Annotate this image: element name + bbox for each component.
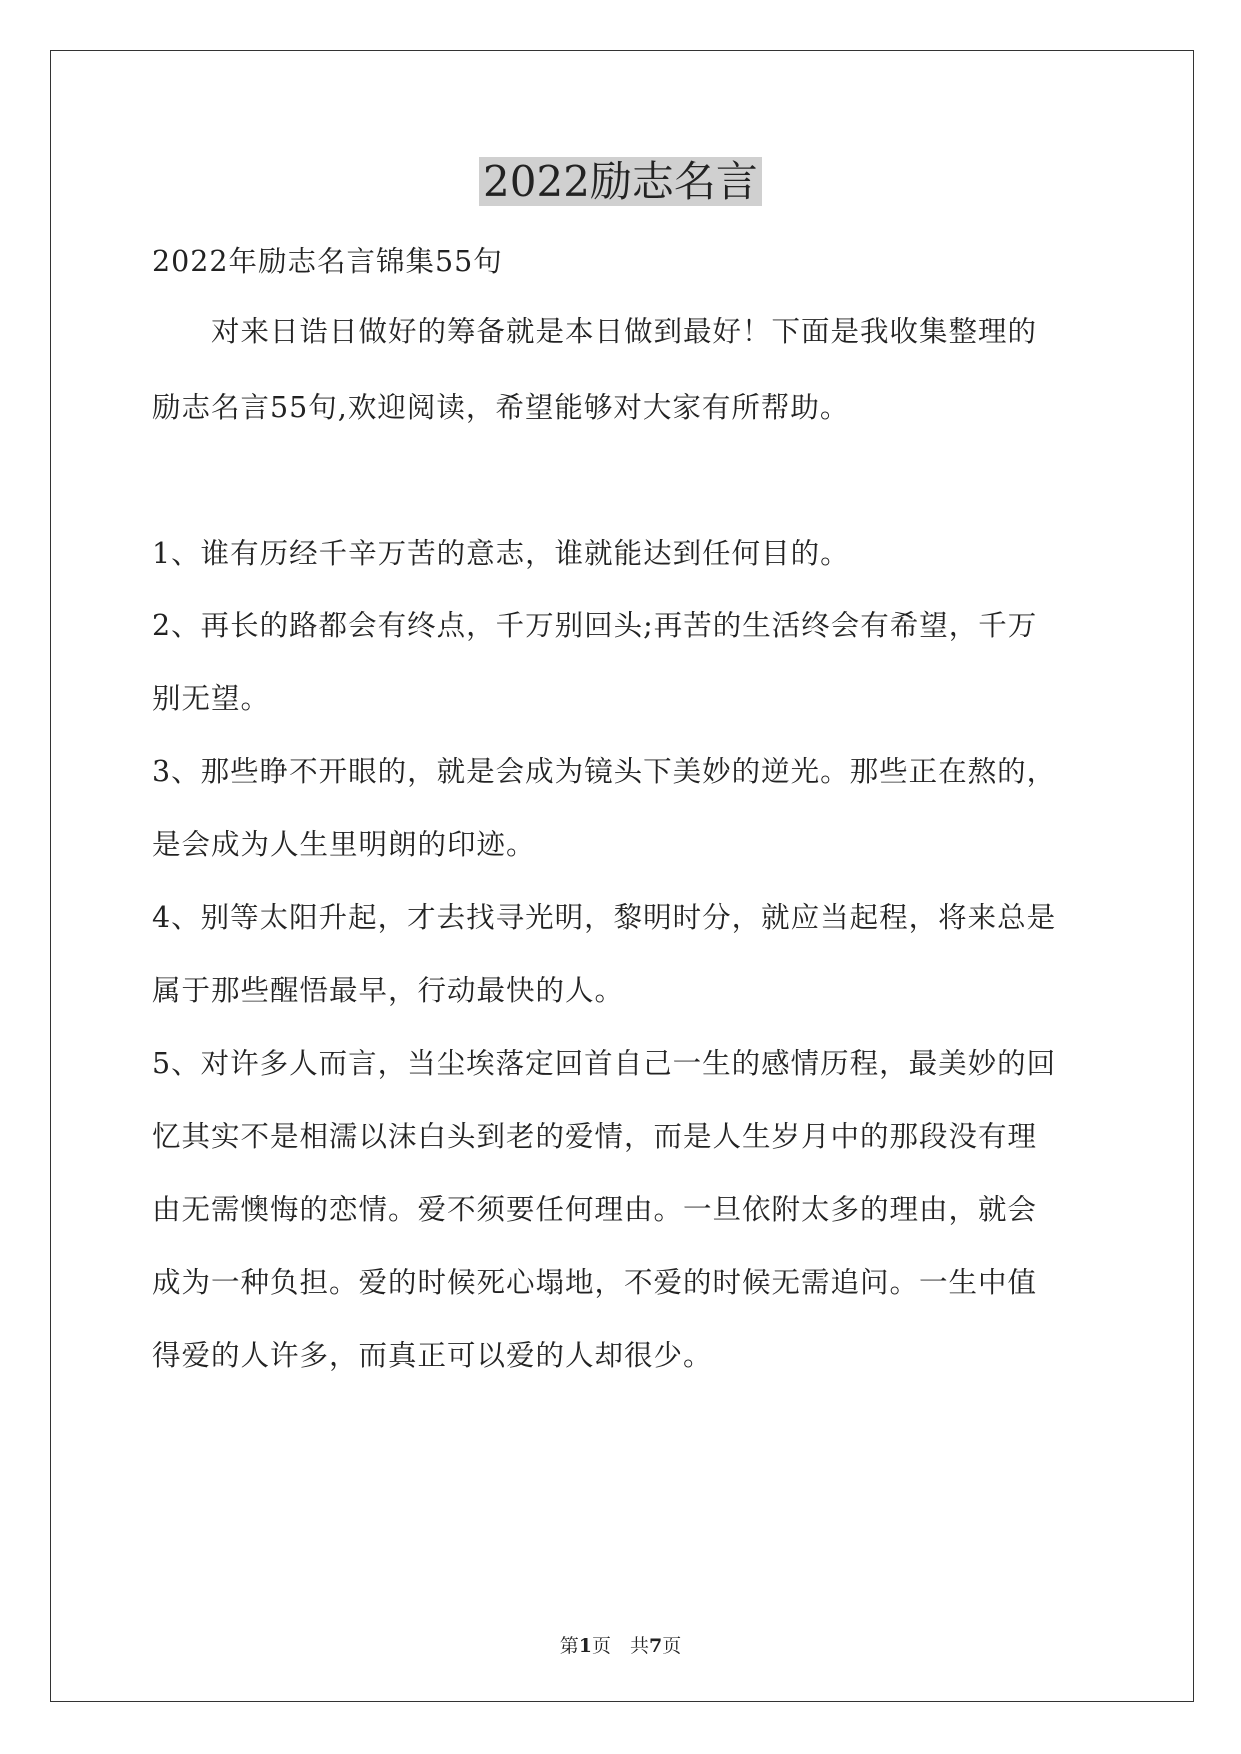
- document-title-text: 2022励志名言: [479, 157, 762, 206]
- intro-line-2: 励志名言55句,欢迎阅读，希望能够对大家有所帮助。: [152, 391, 850, 424]
- page-border: [50, 50, 1194, 1702]
- quote-line: 成为一种负担。爱的时候死心塌地，不爱的时候无需追问。一生中值: [152, 1266, 1038, 1299]
- quote-line: 属于那些醒悟最早，行动最快的人。: [152, 974, 625, 1007]
- quote-line: 别无望。: [152, 682, 271, 715]
- intro-line-1: 对来日诰日做好的筹备就是本日做到最好！下面是我收集整理的: [152, 315, 1038, 348]
- total-page-count: 7: [649, 1635, 663, 1657]
- quote-line: 是会成为人生里明朗的印迹。: [152, 828, 536, 861]
- page-number-middle: 页 共: [591, 1635, 649, 1657]
- quote-line: 忆其实不是相濡以沫白头到老的爱情，而是人生岁月中的那段没有理: [152, 1120, 1038, 1153]
- quote-line: 3、那些睁不开眼的，就是会成为镜头下美妙的逆光。那些正在熬的，: [152, 755, 1057, 788]
- quote-line: 得爱的人许多，而真正可以爱的人却很少。: [152, 1339, 713, 1372]
- quote-line: 4、别等太阳升起，才去找寻光明，黎明时分，就应当起程，将来总是: [152, 901, 1057, 934]
- document-subtitle: 2022年励志名言锦集55句: [152, 245, 503, 278]
- current-page-number: 1: [578, 1635, 592, 1657]
- page-number-prefix: 第: [559, 1635, 579, 1657]
- document-title: [0, 153, 1241, 211]
- quote-line: 2、再长的路都会有终点，千万别回头;再苦的生活终会有希望，千万: [152, 609, 1038, 642]
- page-number-suffix: 页: [662, 1635, 682, 1657]
- quote-line: 5、对许多人而言，当尘埃落定回首自己一生的感情历程，最美妙的回: [152, 1047, 1057, 1080]
- quote-line: 由无需懊悔的恋情。爱不须要任何理由。一旦依附太多的理由，就会: [152, 1193, 1038, 1226]
- quote-line: 1、谁有历经千辛万苦的意志，谁就能达到任何目的。: [152, 537, 850, 570]
- page-footer: [0, 1634, 1241, 1658]
